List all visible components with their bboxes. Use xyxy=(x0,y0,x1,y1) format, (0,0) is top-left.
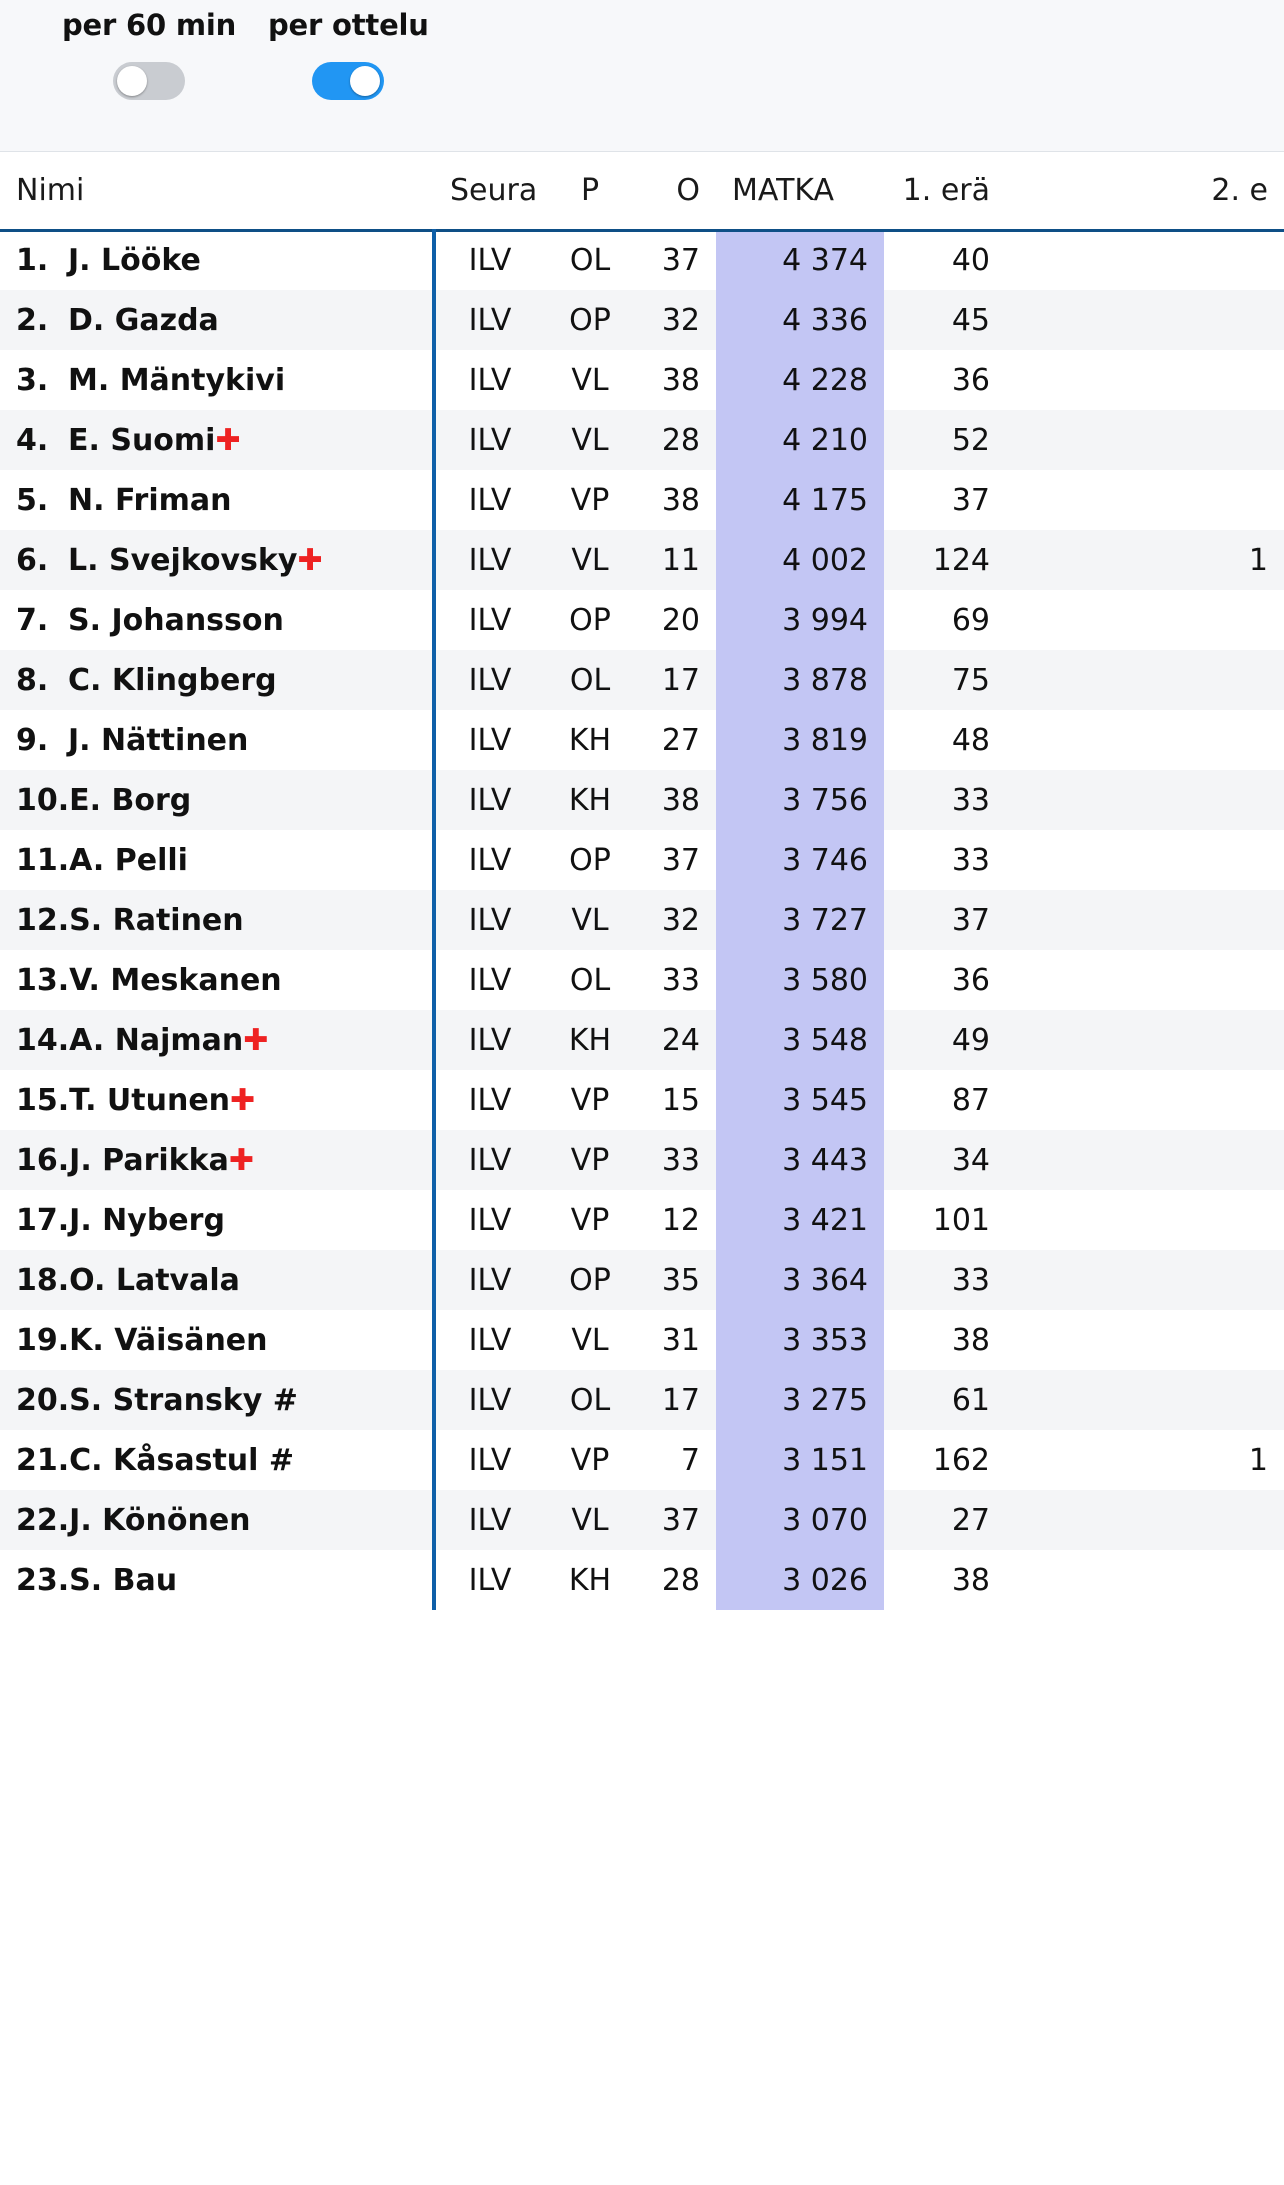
column-header-seura[interactable]: Seura xyxy=(434,152,544,230)
cell-seura: ILV xyxy=(434,770,544,830)
toggle-group-per-ottelu xyxy=(268,8,429,100)
table-row[interactable] xyxy=(0,1130,1284,1190)
cell-era2: 1 xyxy=(1006,530,1284,590)
cell-era2 xyxy=(1006,1490,1284,1550)
cell-player-name[interactable] xyxy=(0,1310,434,1370)
cell-player-name[interactable] xyxy=(0,1250,434,1310)
cell-position: VP xyxy=(544,1430,636,1490)
table-row[interactable] xyxy=(0,1430,1284,1490)
cell-games: 15 xyxy=(636,1070,716,1130)
toggle-knob xyxy=(117,66,147,96)
player-rank: 4. xyxy=(16,422,49,458)
player-rank: 1. xyxy=(16,243,49,279)
cell-era2 xyxy=(1006,410,1284,470)
cell-matka: 3 275 xyxy=(716,1370,884,1430)
player-rank: 9. xyxy=(16,722,49,758)
cell-player-name[interactable] xyxy=(0,1070,434,1130)
cell-games: 32 xyxy=(636,290,716,350)
cell-position: VL xyxy=(544,890,636,950)
cell-era1: 36 xyxy=(884,950,1006,1010)
toggle-knob xyxy=(350,66,380,96)
table-row[interactable] xyxy=(0,1490,1284,1550)
table-row[interactable] xyxy=(0,710,1284,770)
cell-matka: 3 353 xyxy=(716,1310,884,1370)
player-rank: 15. xyxy=(16,1082,70,1118)
column-header-o[interactable]: O xyxy=(636,152,716,230)
table-row[interactable] xyxy=(0,1250,1284,1310)
cell-seura: ILV xyxy=(434,230,544,290)
cell-position: VP xyxy=(544,1190,636,1250)
table-row[interactable] xyxy=(0,470,1284,530)
cell-matka: 4 210 xyxy=(716,410,884,470)
cell-games: 17 xyxy=(636,1370,716,1430)
cell-era2 xyxy=(1006,650,1284,710)
toggle-per-ottelu[interactable] xyxy=(312,62,384,100)
cell-era1: 124 xyxy=(884,530,1006,590)
cell-player-name[interactable] xyxy=(0,350,434,410)
player-rank: 8. xyxy=(16,662,49,698)
table-row[interactable] xyxy=(0,1010,1284,1070)
column-header-p[interactable]: P xyxy=(544,152,636,230)
cell-era2 xyxy=(1006,950,1284,1010)
cell-seura: ILV xyxy=(434,710,544,770)
cell-games: 28 xyxy=(636,410,716,470)
player-name-label: J. Nättinen xyxy=(68,722,249,758)
cell-games: 37 xyxy=(636,1490,716,1550)
cell-era2 xyxy=(1006,1130,1284,1190)
player-rank: 23. xyxy=(16,1562,70,1598)
cell-era2 xyxy=(1006,1190,1284,1250)
cell-era2 xyxy=(1006,350,1284,410)
cell-era2 xyxy=(1006,290,1284,350)
cell-seura: ILV xyxy=(434,410,544,470)
player-stats-table xyxy=(0,152,1284,1610)
cell-matka: 3 151 xyxy=(716,1430,884,1490)
player-rank: 17. xyxy=(16,1202,70,1238)
cell-games: 38 xyxy=(636,470,716,530)
player-name-label: S. Stransky # xyxy=(69,1382,298,1418)
cell-games: 12 xyxy=(636,1190,716,1250)
cell-position: KH xyxy=(544,1010,636,1070)
cell-era1: 27 xyxy=(884,1490,1006,1550)
player-rank: 18. xyxy=(16,1262,70,1298)
cell-games: 11 xyxy=(636,530,716,590)
cell-matka: 4 002 xyxy=(716,530,884,590)
toggle-label-per-ottelu: per ottelu xyxy=(268,8,429,42)
cell-position: VP xyxy=(544,470,636,530)
cell-seura: ILV xyxy=(434,1370,544,1430)
cell-era1: 36 xyxy=(884,350,1006,410)
player-rank: 14. xyxy=(16,1022,70,1058)
cell-era1: 87 xyxy=(884,1070,1006,1130)
cell-games: 37 xyxy=(636,830,716,890)
cell-seura: ILV xyxy=(434,1010,544,1070)
table-row[interactable] xyxy=(0,290,1284,350)
player-name-label: D. Gazda xyxy=(68,302,219,338)
player-name-label: J. Könönen xyxy=(69,1502,251,1538)
cell-seura: ILV xyxy=(434,1190,544,1250)
cell-matka: 3 727 xyxy=(716,890,884,950)
cell-era1: 33 xyxy=(884,770,1006,830)
cell-era1: 45 xyxy=(884,290,1006,350)
cell-seura: ILV xyxy=(434,890,544,950)
table-row[interactable] xyxy=(0,350,1284,410)
cell-seura: ILV xyxy=(434,1490,544,1550)
cell-games: 27 xyxy=(636,710,716,770)
player-name-label: E. Borg xyxy=(69,782,192,818)
injury-cross-icon: ✚ xyxy=(228,1142,254,1178)
cell-games: 38 xyxy=(636,770,716,830)
toggle-label-per-60-min: per 60 min xyxy=(62,8,237,42)
cell-position: VP xyxy=(544,1070,636,1130)
player-name-label: L. Svejkovsky xyxy=(68,542,298,578)
player-name-label: V. Meskanen xyxy=(69,962,282,998)
column-header-matka[interactable]: MATKA xyxy=(716,152,884,230)
cell-player-name[interactable] xyxy=(0,410,434,470)
injury-cross-icon: ✚ xyxy=(243,1022,269,1058)
cell-seura: ILV xyxy=(434,1130,544,1190)
player-rank: 12. xyxy=(16,902,70,938)
table-row[interactable] xyxy=(0,410,1284,470)
table-row[interactable] xyxy=(0,1550,1284,1610)
cell-games: 17 xyxy=(636,650,716,710)
cell-player-name[interactable] xyxy=(0,950,434,1010)
cell-position: OL xyxy=(544,950,636,1010)
cell-matka: 3 878 xyxy=(716,650,884,710)
cell-matka: 3 756 xyxy=(716,770,884,830)
player-name-label: A. Pelli xyxy=(69,842,188,878)
toggle-group-per-60-min xyxy=(62,8,236,100)
cell-player-name[interactable] xyxy=(0,1130,434,1190)
player-name-label: O. Latvala xyxy=(69,1262,240,1298)
player-name-label: C. Klingberg xyxy=(68,662,277,698)
cell-position: KH xyxy=(544,1550,636,1610)
cell-seura: ILV xyxy=(434,1250,544,1310)
cell-era2 xyxy=(1006,1010,1284,1070)
player-name-label: S. Bau xyxy=(69,1562,178,1598)
cell-position: OP xyxy=(544,830,636,890)
cell-era1: 37 xyxy=(884,890,1006,950)
cell-seura: ILV xyxy=(434,470,544,530)
cell-era1: 101 xyxy=(884,1190,1006,1250)
player-rank: 10. xyxy=(16,782,70,818)
cell-position: VP xyxy=(544,1130,636,1190)
cell-seura: ILV xyxy=(434,830,544,890)
table-row[interactable] xyxy=(0,1190,1284,1250)
cell-era1: 38 xyxy=(884,1550,1006,1610)
player-name-label: J. Lööke xyxy=(68,243,201,279)
table-row[interactable] xyxy=(0,530,1284,590)
cell-games: 7 xyxy=(636,1430,716,1490)
cell-position: VL xyxy=(544,1310,636,1370)
player-rank: 22. xyxy=(16,1502,70,1538)
cell-position: VL xyxy=(544,530,636,590)
cell-player-name[interactable] xyxy=(0,1010,434,1070)
cell-player-name[interactable] xyxy=(0,530,434,590)
cell-era2: 1 xyxy=(1006,1430,1284,1490)
cell-games: 32 xyxy=(636,890,716,950)
cell-player-name[interactable] xyxy=(0,470,434,530)
cell-position: OL xyxy=(544,650,636,710)
table-row[interactable] xyxy=(0,1310,1284,1370)
player-rank: 3. xyxy=(16,362,49,398)
cell-seura: ILV xyxy=(434,590,544,650)
player-rank: 16. xyxy=(16,1142,70,1178)
player-rank: 20. xyxy=(16,1382,70,1418)
cell-era1: 38 xyxy=(884,1310,1006,1370)
table-row[interactable] xyxy=(0,770,1284,830)
cell-era2 xyxy=(1006,590,1284,650)
metric-toggle-bar xyxy=(0,0,1284,152)
cell-era1: 75 xyxy=(884,650,1006,710)
cell-seura: ILV xyxy=(434,350,544,410)
cell-player-name[interactable] xyxy=(0,590,434,650)
player-rank: 7. xyxy=(16,602,49,638)
player-name-label: T. Utunen xyxy=(69,1082,231,1118)
injury-cross-icon: ✚ xyxy=(215,422,241,458)
cell-matka: 3 580 xyxy=(716,950,884,1010)
cell-seura: ILV xyxy=(434,1550,544,1610)
cell-era1: 61 xyxy=(884,1370,1006,1430)
cell-seura: ILV xyxy=(434,950,544,1010)
cell-era1: 49 xyxy=(884,1010,1006,1070)
cell-games: 31 xyxy=(636,1310,716,1370)
cell-player-name[interactable] xyxy=(0,230,434,290)
table-header-row xyxy=(0,152,1284,230)
cell-position: KH xyxy=(544,710,636,770)
cell-era1: 69 xyxy=(884,590,1006,650)
cell-era1: 34 xyxy=(884,1130,1006,1190)
cell-seura: ILV xyxy=(434,530,544,590)
cell-era2 xyxy=(1006,1250,1284,1310)
cell-matka: 4 175 xyxy=(716,470,884,530)
injury-cross-icon: ✚ xyxy=(297,542,323,578)
cell-player-name[interactable] xyxy=(0,1370,434,1430)
cell-position: KH xyxy=(544,770,636,830)
player-name-label: A. Najman xyxy=(69,1022,244,1058)
cell-games: 37 xyxy=(636,230,716,290)
table-row[interactable] xyxy=(0,230,1284,290)
cell-position: VL xyxy=(544,350,636,410)
player-rank: 11. xyxy=(16,842,70,878)
cell-games: 38 xyxy=(636,350,716,410)
player-name-label: M. Mäntykivi xyxy=(68,362,286,398)
cell-matka: 3 364 xyxy=(716,1250,884,1310)
player-name-label: J. Parikka xyxy=(69,1142,229,1178)
column-header-era2[interactable]: 2. e xyxy=(1006,152,1284,230)
cell-position: OL xyxy=(544,230,636,290)
cell-matka: 4 228 xyxy=(716,350,884,410)
cell-era1: 37 xyxy=(884,470,1006,530)
cell-player-name[interactable] xyxy=(0,890,434,950)
cell-era2 xyxy=(1006,710,1284,770)
cell-player-name[interactable] xyxy=(0,1550,434,1610)
player-name-label: C. Kåsastul # xyxy=(69,1442,295,1478)
player-name-label: K. Väisänen xyxy=(69,1322,268,1358)
table-row[interactable] xyxy=(0,1370,1284,1430)
cell-position: VL xyxy=(544,410,636,470)
player-name-label: S. Ratinen xyxy=(69,902,244,938)
player-name-label: N. Friman xyxy=(68,482,232,518)
table-row[interactable] xyxy=(0,1070,1284,1130)
cell-era1: 52 xyxy=(884,410,1006,470)
cell-player-name[interactable] xyxy=(0,770,434,830)
table-row[interactable] xyxy=(0,830,1284,890)
cell-position: OP xyxy=(544,290,636,350)
cell-era2 xyxy=(1006,1310,1284,1370)
player-rank: 21. xyxy=(16,1442,70,1478)
cell-games: 35 xyxy=(636,1250,716,1310)
cell-seura: ILV xyxy=(434,1430,544,1490)
cell-era2 xyxy=(1006,470,1284,530)
player-rank: 2. xyxy=(16,302,49,338)
toggle-per-60-min[interactable] xyxy=(113,62,185,100)
cell-era1: 40 xyxy=(884,230,1006,290)
cell-matka: 3 819 xyxy=(716,710,884,770)
cell-era2 xyxy=(1006,890,1284,950)
cell-matka: 3 421 xyxy=(716,1190,884,1250)
table-row[interactable] xyxy=(0,950,1284,1010)
player-rank: 5. xyxy=(16,482,49,518)
player-name-label: S. Johansson xyxy=(68,602,284,638)
cell-era1: 33 xyxy=(884,1250,1006,1310)
column-header-nimi[interactable]: Nimi xyxy=(0,152,434,230)
cell-matka: 3 994 xyxy=(716,590,884,650)
cell-player-name[interactable] xyxy=(0,1490,434,1550)
cell-era2 xyxy=(1006,1370,1284,1430)
player-name-label: J. Nyberg xyxy=(69,1202,225,1238)
player-rank: 19. xyxy=(16,1322,70,1358)
cell-position: OP xyxy=(544,590,636,650)
cell-matka: 3 026 xyxy=(716,1550,884,1610)
cell-era2 xyxy=(1006,230,1284,290)
cell-era1: 162 xyxy=(884,1430,1006,1490)
table-row[interactable] xyxy=(0,890,1284,950)
cell-matka: 3 070 xyxy=(716,1490,884,1550)
cell-seura: ILV xyxy=(434,1070,544,1130)
cell-matka: 3 545 xyxy=(716,1070,884,1130)
stats-table-wrapper[interactable] xyxy=(0,152,1284,1610)
cell-position: OL xyxy=(544,1370,636,1430)
cell-games: 33 xyxy=(636,950,716,1010)
cell-games: 33 xyxy=(636,1130,716,1190)
table-row[interactable] xyxy=(0,650,1284,710)
cell-games: 28 xyxy=(636,1550,716,1610)
cell-player-name[interactable] xyxy=(0,710,434,770)
cell-matka: 4 336 xyxy=(716,290,884,350)
cell-matka: 3 443 xyxy=(716,1130,884,1190)
cell-era1: 33 xyxy=(884,830,1006,890)
cell-position: VL xyxy=(544,1490,636,1550)
cell-games: 20 xyxy=(636,590,716,650)
cell-era2 xyxy=(1006,1070,1284,1130)
cell-seura: ILV xyxy=(434,290,544,350)
cell-player-name[interactable] xyxy=(0,830,434,890)
cell-position: OP xyxy=(544,1250,636,1310)
cell-seura: ILV xyxy=(434,1310,544,1370)
table-row[interactable] xyxy=(0,590,1284,650)
cell-player-name[interactable] xyxy=(0,290,434,350)
cell-era2 xyxy=(1006,770,1284,830)
cell-player-name[interactable] xyxy=(0,1190,434,1250)
player-rank: 6. xyxy=(16,542,49,578)
player-name-label: E. Suomi xyxy=(68,422,216,458)
cell-player-name[interactable] xyxy=(0,650,434,710)
cell-games: 24 xyxy=(636,1010,716,1070)
cell-era2 xyxy=(1006,1550,1284,1610)
cell-matka: 4 374 xyxy=(716,230,884,290)
cell-player-name[interactable] xyxy=(0,1430,434,1490)
cell-era1: 48 xyxy=(884,710,1006,770)
cell-era2 xyxy=(1006,830,1284,890)
player-rank: 13. xyxy=(16,962,70,998)
cell-seura: ILV xyxy=(434,650,544,710)
injury-cross-icon: ✚ xyxy=(230,1082,256,1118)
table-body xyxy=(0,230,1284,1610)
column-header-era1[interactable]: 1. erä xyxy=(884,152,1006,230)
cell-matka: 3 548 xyxy=(716,1010,884,1070)
cell-matka: 3 746 xyxy=(716,830,884,890)
